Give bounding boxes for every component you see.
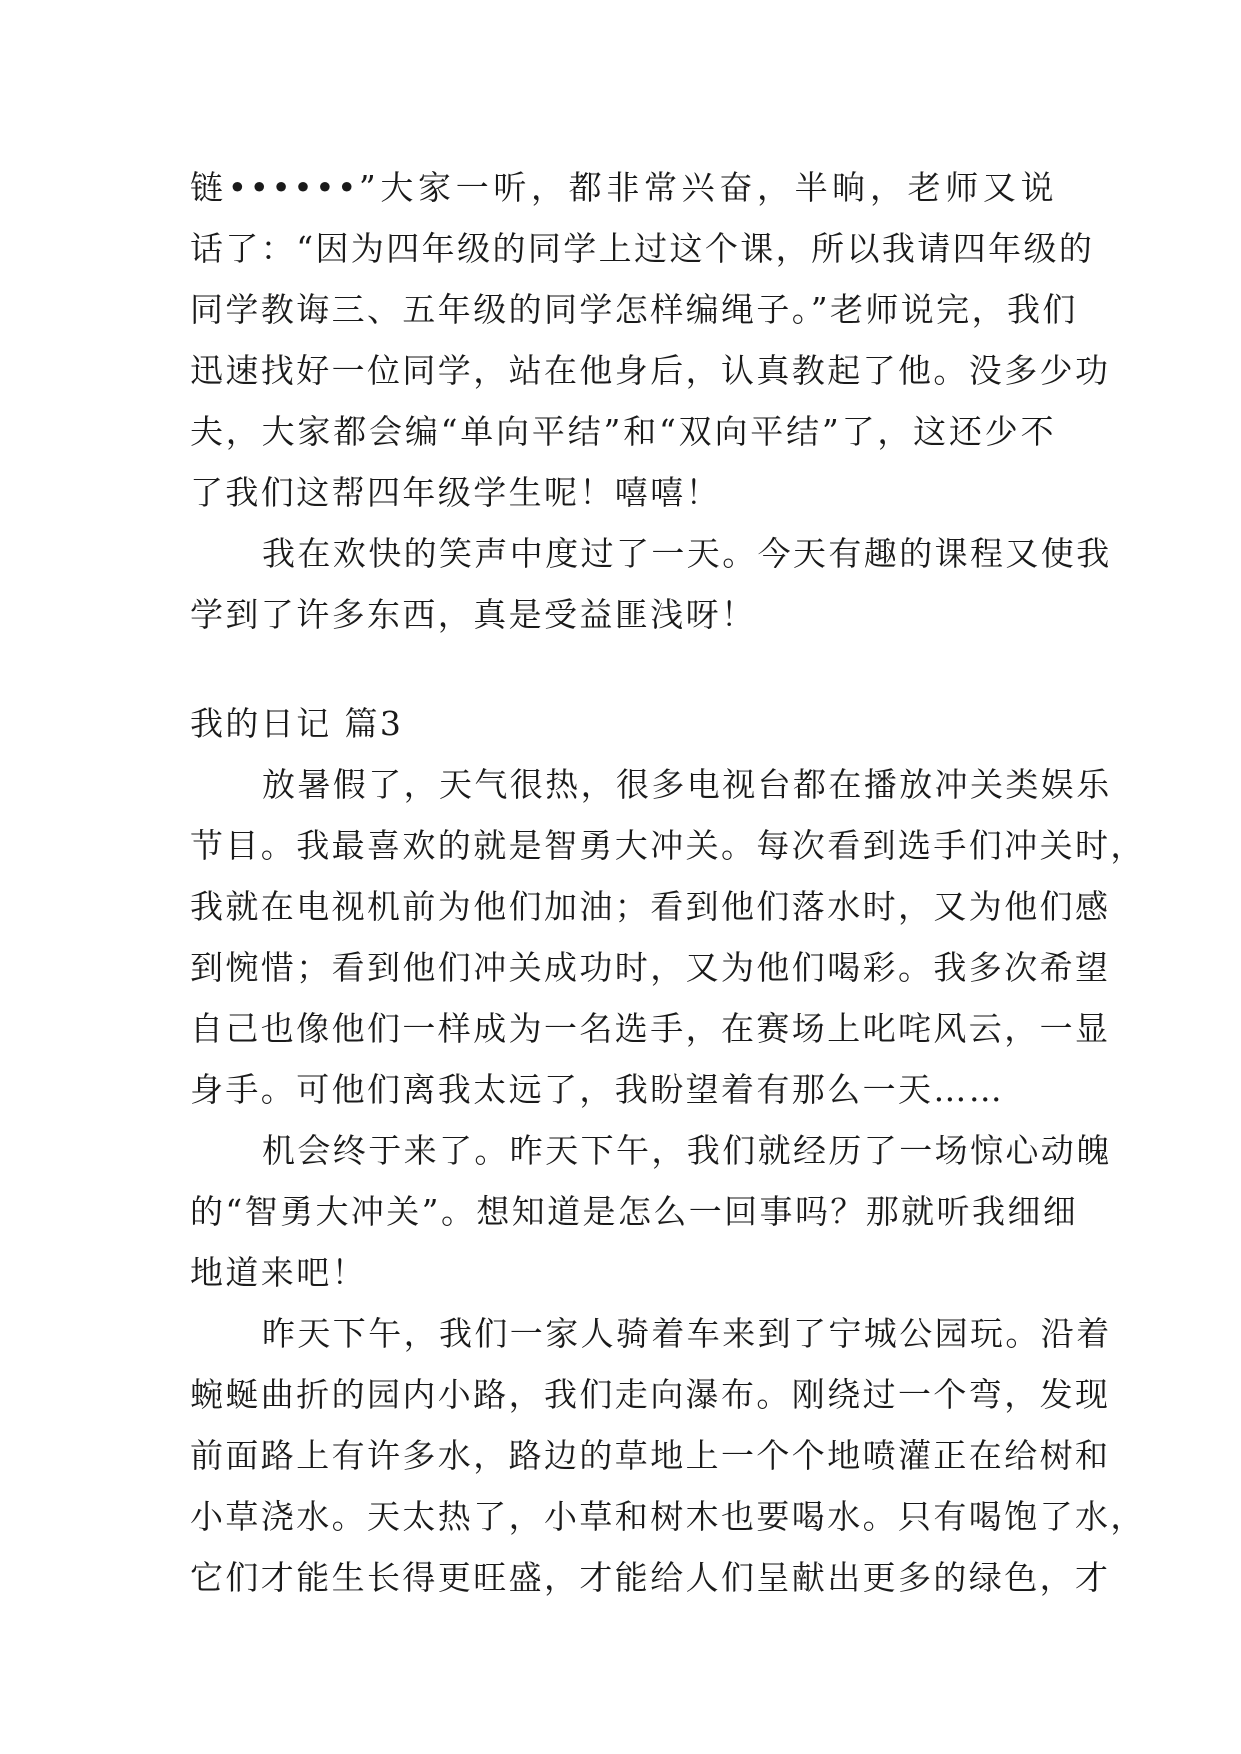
text-line: 前面路上有许多水，路边的草地上一个个地喷灌正在给树和: [190, 1436, 1111, 1475]
text-line: 到惋惜；看到他们冲关成功时，又为他们喝彩。我多次希望: [190, 948, 1111, 987]
text-line: 我就在电视机前为他们加油；看到他们落水时，又为他们感: [190, 887, 1111, 926]
text-line: 身手。可他们离我太远了，我盼望着有那么一天……: [190, 1070, 1005, 1109]
text-line: 的“智勇大冲关”。想知道是怎么一回事吗？那就听我细细: [190, 1192, 1079, 1231]
section-title: 我的日记 篇3: [190, 704, 404, 743]
text-line: 同学教诲三、五年级的同学怎样编绳子。”老师说完，我们: [190, 290, 1078, 329]
paragraph-closing: [190, 523, 1112, 645]
text-line: 夫，大家都会编“单向平结”和“双向平结”了，这还少不: [190, 412, 1056, 451]
text-line: 我在欢快的笑声中度过了一天。今天有趣的课程又使我: [262, 534, 1112, 573]
text-line: 迅速找好一位同学，站在他身后，认真教起了他。没多少功: [190, 351, 1111, 390]
text-line: 蜿蜒曲折的园内小路，我们走向瀑布。刚绕过一个弯，发现: [190, 1375, 1111, 1414]
text-line: 机会终于来了。昨天下午，我们就经历了一场惊心动魄: [262, 1131, 1112, 1170]
paragraph-3: [190, 1303, 1146, 1608]
text-line: 话了：“因为四年级的同学上过这个课，所以我请四年级的: [190, 229, 1095, 268]
text-line: 了我们这帮四年级学生呢！嘻嘻！: [190, 473, 721, 512]
paragraph-fragment: [190, 157, 1111, 523]
text-line: 昨天下午，我们一家人骑着车来到了宁城公园玩。沿着: [262, 1314, 1112, 1353]
text-line: 节目。我最喜欢的就是智勇大冲关。每次看到选手们冲关时，: [190, 826, 1146, 865]
text-line: 学到了许多东西，真是受益匪浅呀！: [190, 595, 757, 634]
paragraph-1: [190, 754, 1146, 1120]
text-line: 自己也像他们一样成为一名选手，在赛场上叱咤风云，一显: [190, 1009, 1111, 1048]
paragraph-2: [190, 1120, 1112, 1303]
text-line: 放暑假了，天气很热，很多电视台都在播放冲关类娱乐: [262, 765, 1112, 804]
text-line: 它们才能生长得更旺盛，才能给人们呈献出更多的绿色，才: [190, 1558, 1111, 1597]
text-line: 小草浇水。天太热了，小草和树木也要喝水。只有喝饱了水，: [190, 1497, 1146, 1536]
text-line: 地道来吧！: [190, 1253, 367, 1292]
text-line: 链••••••”大家一听，都非常兴奋，半晌，老师又说: [190, 168, 1056, 207]
